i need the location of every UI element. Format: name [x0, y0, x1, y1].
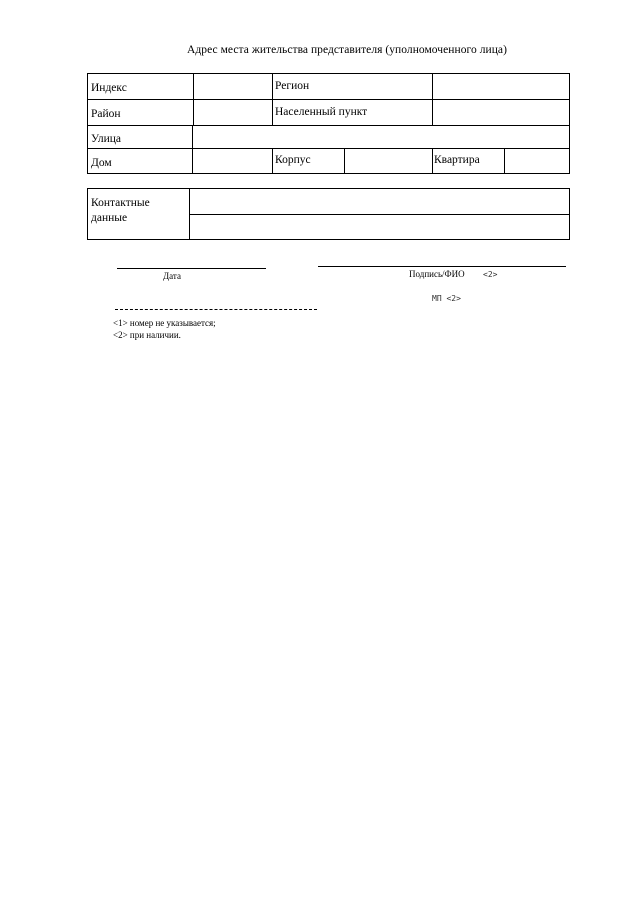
stamp-label: МП <2> — [432, 294, 461, 303]
contact-field-1[interactable] — [191, 190, 568, 213]
col-divider — [272, 148, 273, 173]
street-label: Улица — [91, 133, 121, 145]
col-divider — [432, 148, 433, 173]
contacts-label-line1: Контактные — [91, 197, 150, 209]
signature-footnote-ref: <2> — [483, 270, 498, 279]
house-label: Дом — [91, 157, 112, 169]
locality-label: Населенный пункт — [275, 106, 368, 118]
locality-field[interactable] — [433, 100, 568, 124]
region-label: Регион — [275, 80, 310, 92]
footnote-2: <2> при наличии. — [113, 330, 181, 340]
index-label: Индекс — [91, 82, 127, 94]
date-label: Дата — [163, 271, 181, 281]
district-label: Район — [91, 108, 121, 120]
page-title: Адрес места жительства представителя (уполномоченного лица) — [187, 44, 507, 56]
contact-field-2[interactable] — [191, 215, 568, 238]
footnote-1: <1> номер не указывается; — [113, 318, 216, 328]
footnote-separator — [115, 309, 317, 310]
contacts-label-line2: данные — [91, 212, 128, 224]
col-divider — [272, 74, 273, 125]
apartment-label: Квартира — [434, 154, 480, 166]
address-table — [87, 73, 570, 174]
building-field[interactable] — [345, 149, 431, 172]
apartment-field[interactable] — [505, 149, 568, 172]
row-divider — [88, 148, 569, 149]
street-field[interactable] — [193, 126, 568, 147]
region-field[interactable] — [433, 75, 568, 98]
building-label: Корпус — [275, 154, 311, 166]
district-field[interactable] — [194, 100, 271, 124]
signature-label: Подпись/ФИО — [409, 269, 465, 279]
index-field[interactable] — [194, 75, 271, 98]
signature-line — [318, 266, 566, 267]
house-field[interactable] — [193, 149, 271, 172]
contacts-table — [87, 188, 570, 240]
date-line — [117, 268, 266, 269]
